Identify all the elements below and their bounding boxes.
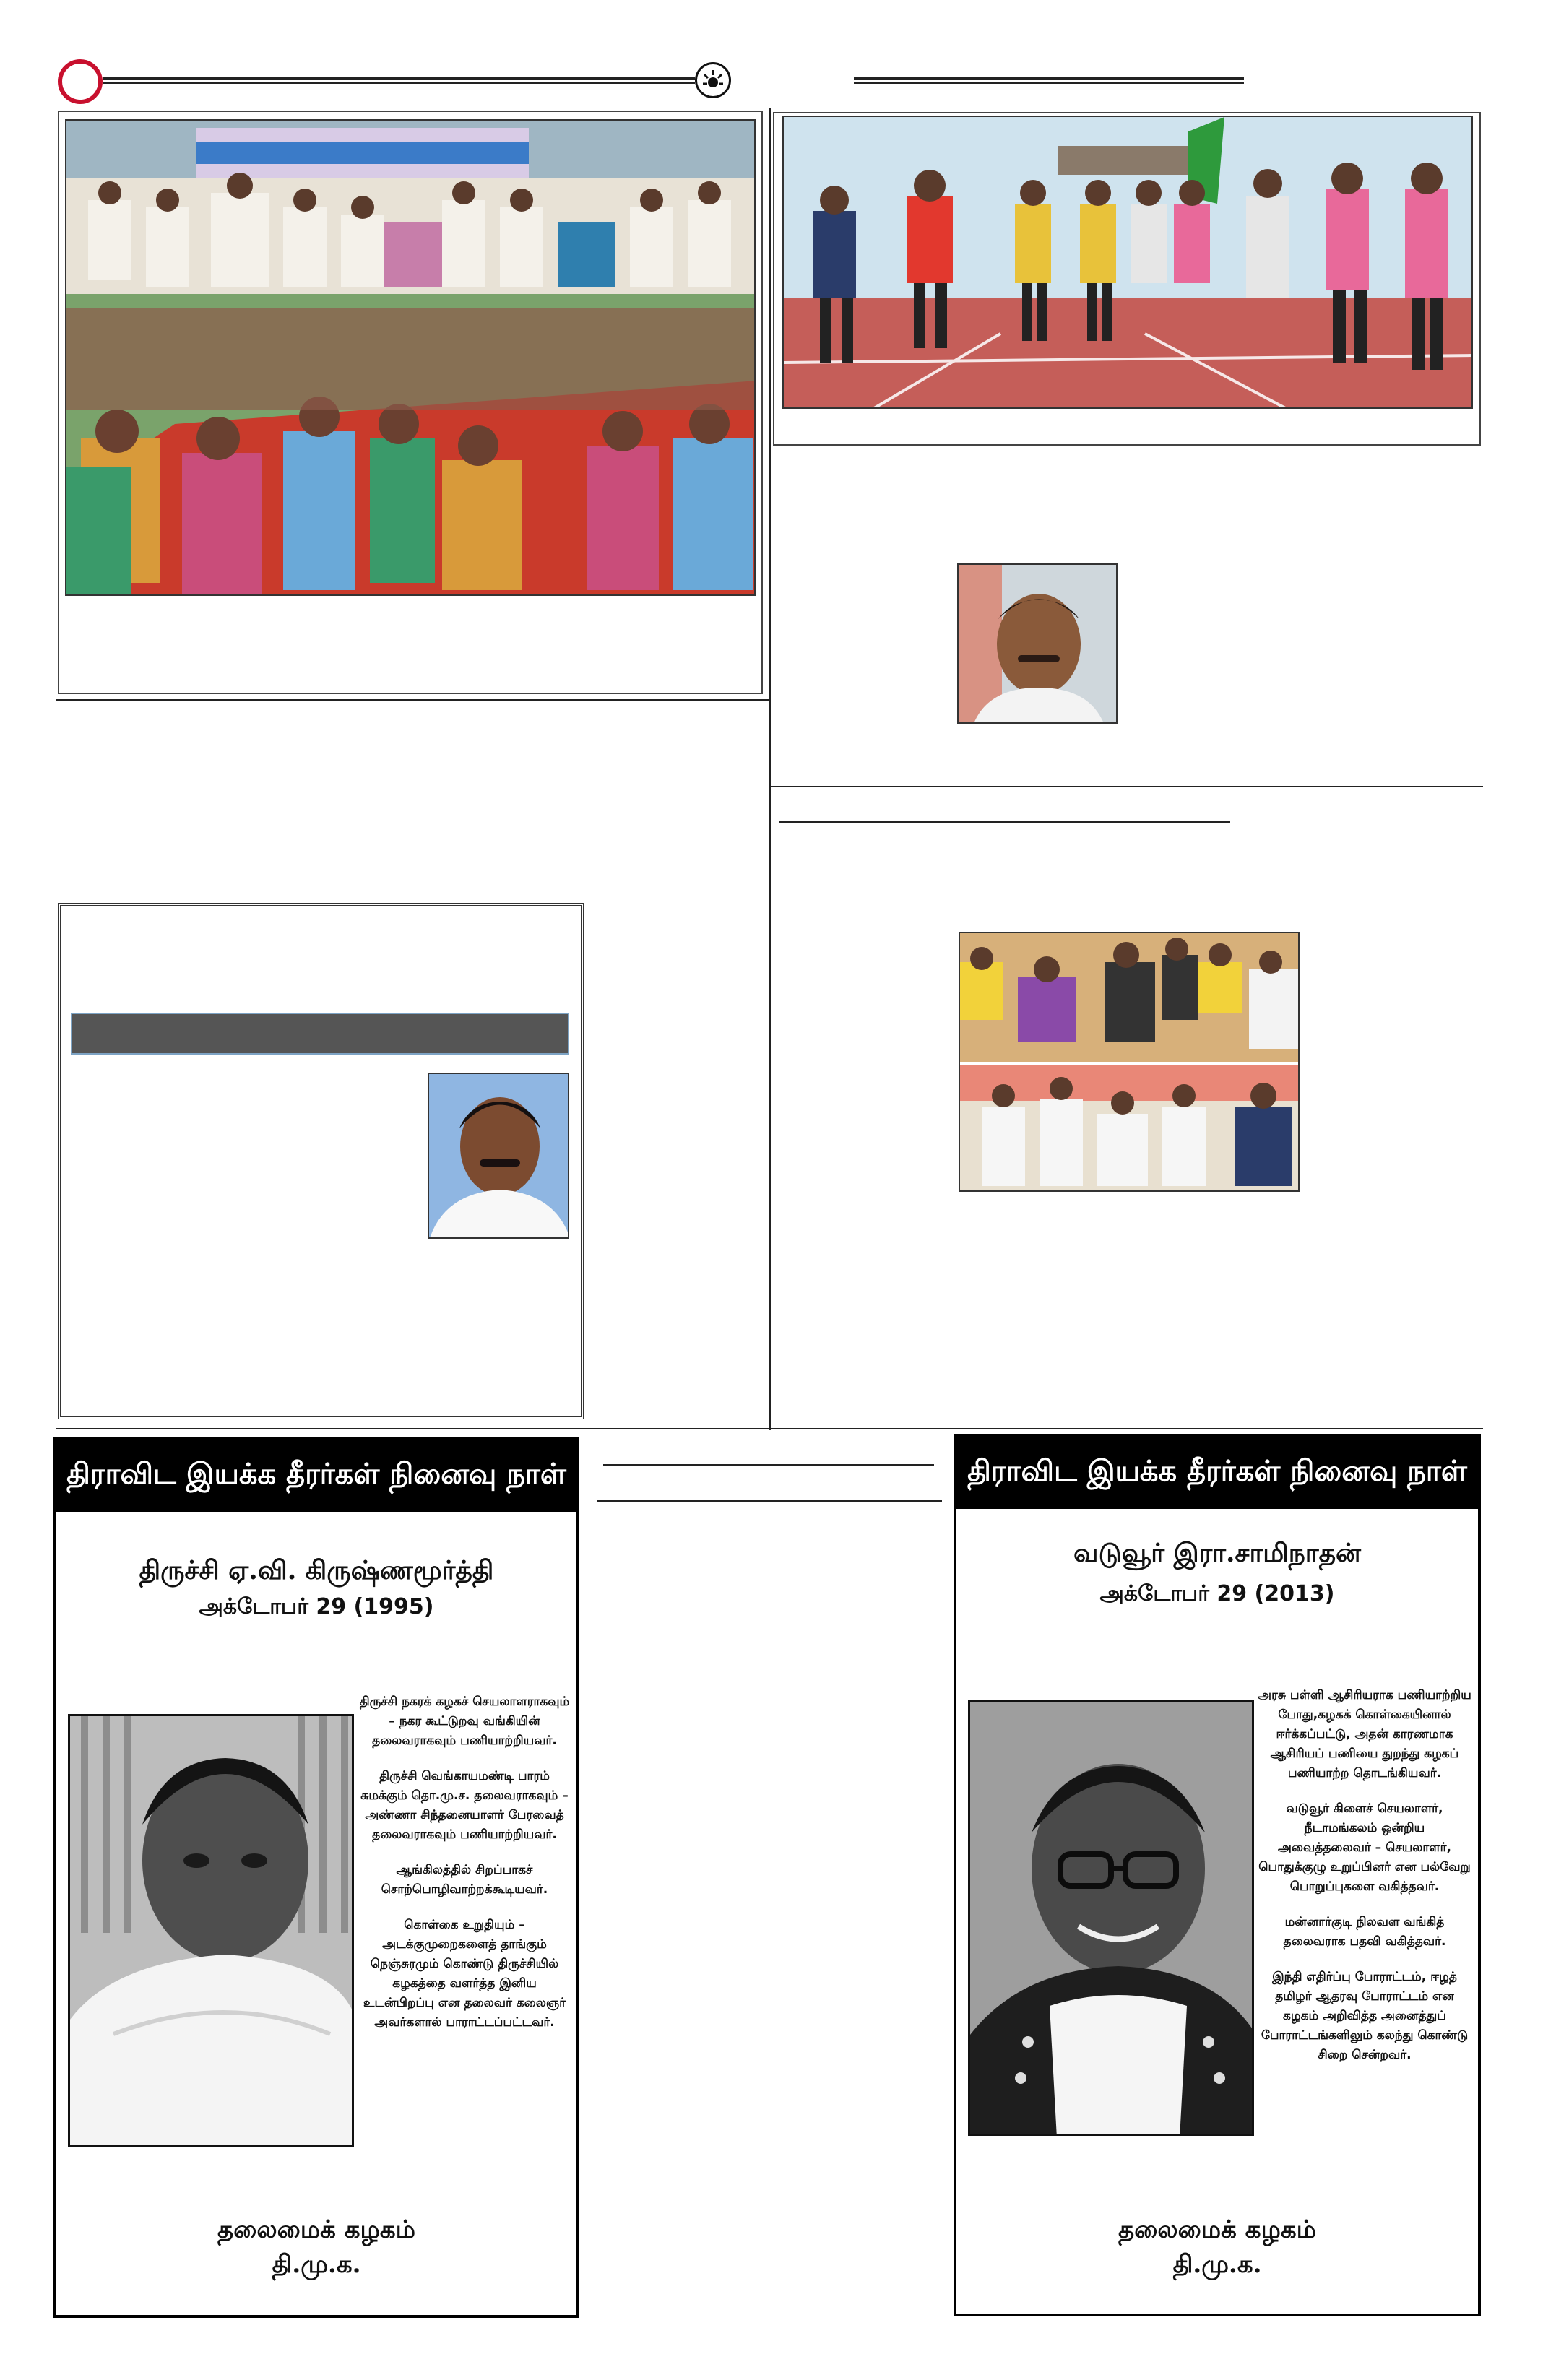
memorial-bio xyxy=(356,1692,573,2048)
right-section-divider xyxy=(772,786,1483,787)
right-header-rule-thin xyxy=(854,82,1244,84)
bio-paragraph: இந்தி எதிர்ப்பு போராட்டம், ஈழத் தமிழர் ஆதரவு போராட்டம் என கழகம் அறிவித்த அனைத்துப் போராட்டங்களிலும் கலந்து கொண்டு சிறை சென்றவர். xyxy=(1261,1970,1469,2062)
memorial-box-saminathan xyxy=(954,1434,1481,2316)
memorial-date: அக்டோபர் 29 (2013) xyxy=(1099,1581,1335,1606)
footer-org: தலைமைக் கழகம் xyxy=(1118,2215,1316,2244)
left-section-divider xyxy=(56,699,770,701)
page-bottom-divider xyxy=(56,1428,1483,1429)
bio-paragraph: திருச்சி வெங்காயமண்டி பாரம் சுமக்கும் தொ.மு.ச. தலைவராகவும் – அண்ணா சிந்தனையாளர் பேரவைத் தலைவராகவும் பணியாற்றியவர். xyxy=(360,1769,569,1842)
middle-rule-2 xyxy=(597,1500,942,1502)
memorial-name: வடுவூர் இரா.சாமிநாதன் xyxy=(1073,1538,1361,1568)
bio-paragraph: அரசு பள்ளி ஆசிரியராக பணியாற்றிய போது,கழகக் கொள்கையினால் ஈர்க்கப்பட்டு, அதன் காரணமாக ஆசிரியப் பணியை துறந்து கழகப் பணியாற்ற தொடங்கியவர். xyxy=(1258,1688,1471,1780)
memorial-box-krishnamurthy xyxy=(53,1437,579,2318)
column-divider-vertical xyxy=(769,108,771,1430)
footer-party: தி.மு.க. xyxy=(272,2250,361,2279)
skating-event-photo xyxy=(782,116,1473,409)
memorial-footer xyxy=(956,2212,1478,2282)
leader-portrait-photo xyxy=(957,563,1118,724)
masthead-rule-thin xyxy=(103,82,695,84)
footer-party: தி.மு.க. xyxy=(1172,2250,1262,2279)
memorial-portrait-saminathan xyxy=(968,1700,1254,2136)
memorial-name: திருச்சி ஏ.வி. கிருஷ்ணமூர்த்தி xyxy=(139,1555,494,1585)
memorial-header: திராவிட இயக்க தீரர்கள் நினைவு நாள் xyxy=(956,1437,1478,1509)
boxed-article-title-bar xyxy=(71,1013,569,1055)
masthead-rule xyxy=(103,77,695,80)
footer-org: தலைமைக் கழகம் xyxy=(217,2215,415,2244)
memorial-date: அக்டோபர் 29 (1995) xyxy=(199,1594,434,1619)
bio-paragraph: திருச்சி நகரக் கழகச் செயலாளராகவும் – நகர கூட்டுறவு வங்கியின் தலைவராகவும் பணியாற்றியவர். xyxy=(359,1695,570,1748)
right-header-rule xyxy=(854,77,1244,80)
memorial-bio xyxy=(1256,1686,1473,2081)
masthead-logo-circle xyxy=(58,59,103,104)
bio-paragraph: மன்னார்குடி நிலவள வங்கித் தலைவராக பதவி வகித்தவர். xyxy=(1283,1915,1446,1949)
rising-sun-emblem-icon xyxy=(695,62,731,98)
memorial-footer xyxy=(56,2212,576,2282)
memorial-portrait-krishnamurthy xyxy=(68,1714,354,2147)
public-meeting-photo xyxy=(65,119,756,596)
bio-paragraph: வடுவூர் கிளைச் செயலாளர், நீடாமங்கலம் ஒன்றிய அவைத்தலைவர் – செயலாளர், பொதுக்குழு உறுப்பினர் என பல்வேறு பொறுப்புகளை வகித்தவர். xyxy=(1258,1801,1471,1894)
memorial-header: திராவிட இயக்க தீரர்கள் நினைவு நாள் xyxy=(56,1440,576,1512)
secretary-portrait-photo xyxy=(428,1073,569,1239)
party-meeting-photo xyxy=(959,932,1300,1192)
right-subheading-rule xyxy=(779,821,1230,823)
middle-rule-1 xyxy=(603,1464,934,1466)
bio-paragraph: கொள்கை உறுதியும் – அடக்குமுறைகளைத் தாங்கும் நெஞ்சுரமும் கொண்டு திருச்சியில் கழகத்தை வளர்த்த இனிய உடன்பிறப்பு என தலைவர் கலைஞர் அவர்களால் பாராட்டப்பட்டவர். xyxy=(363,1918,566,2030)
bio-paragraph: ஆங்கிலத்தில் சிறப்பாகச் சொற்பொழிவாற்றக்கூடியவர். xyxy=(381,1863,548,1897)
